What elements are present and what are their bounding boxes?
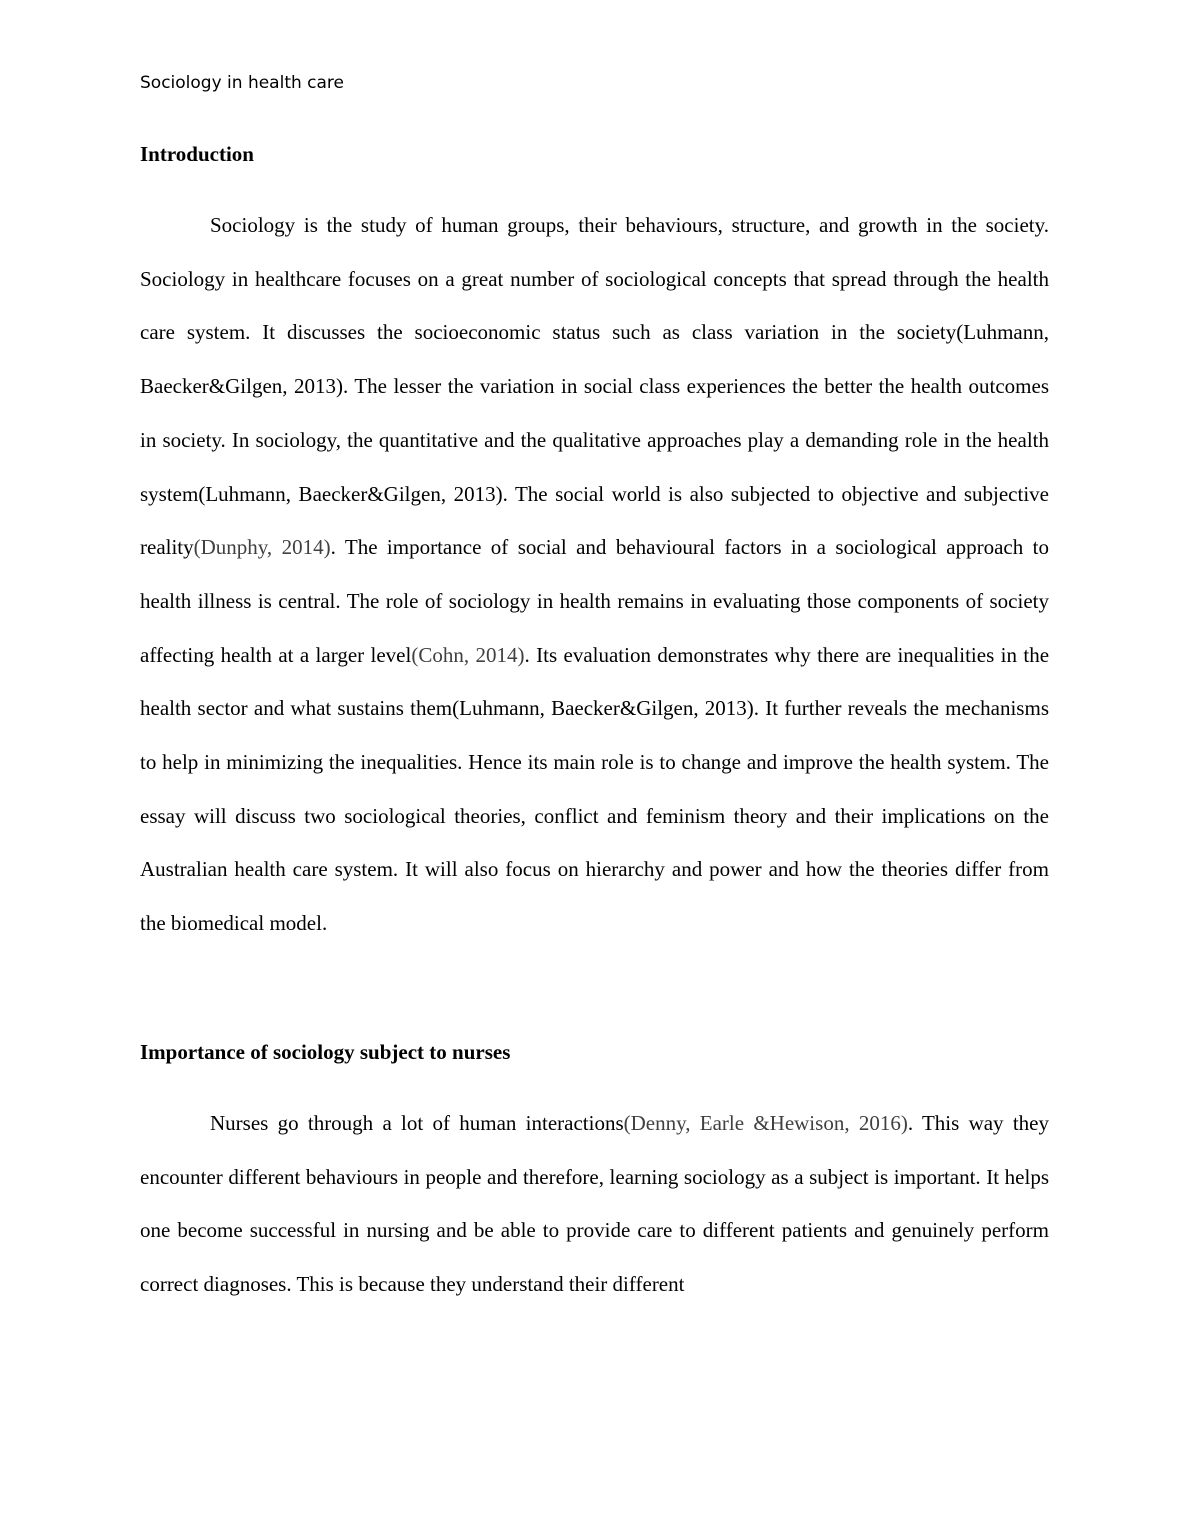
running-header: Sociology in health care bbox=[140, 73, 344, 93]
introduction-text-2: . The importance of social and behavioural factors in a sociological approach to health illness is central. The role of sociology in health remains in evaluating those components of society affecting health at a larger level bbox=[140, 535, 1049, 667]
introduction-text-3: . Its evaluation demonstrates why there are inequalities in the health sector and what sustains them(Luhmann, Baecker&Gilgen, 2013). It further reveals the mechanisms to help in minimizing the inequalities. Hence its main role is to change and improve the health system. The essay will discuss two sociological theories, conflict and feminism theory and their implications on the Australian health care system. It will also focus on hierarchy and power and how the theories differ from the biomedical model. bbox=[140, 642, 1050, 936]
citation-cohn: (Cohn, 2014) bbox=[411, 642, 525, 667]
importance-text-1: Nurses go through a lot of human interactions bbox=[210, 1111, 624, 1135]
importance-paragraph bbox=[140, 1097, 1049, 1312]
importance-text-2: . This way they encounter different behaviours in people and therefore, learning sociology as a subject is important. It helps one become successful in nursing and be able to provide care to different patients and genuinely perform correct diagnoses. This is because they understand their different bbox=[140, 1111, 1049, 1297]
citation-dunphy: (Dunphy, 2014) bbox=[193, 535, 331, 560]
importance-heading: Importance of sociology subject to nurses bbox=[140, 1040, 511, 1064]
introduction-paragraph bbox=[140, 199, 1049, 951]
citation-denny: (Denny, Earle &Hewison, 2016) bbox=[623, 1111, 908, 1135]
introduction-heading: Introduction bbox=[140, 142, 254, 166]
introduction-text-1: Sociology is the study of human groups, their behaviours, structure, and growth in the society. Sociology in healthcare focuses on a great number of sociological concepts that spread through the health care system. It discusses the socioeconomic status such as class variation in the society(Luhmann, Baecker&Gilgen, 2013). The lesser the variation in social class experiences the better the health outcomes in society. In sociology, the quantitative and the qualitative approaches play a demanding role in the health system(Luhmann, Baecker&Gilgen, 2013). The social world is also subjected to objective and subjective reality bbox=[140, 213, 1049, 560]
